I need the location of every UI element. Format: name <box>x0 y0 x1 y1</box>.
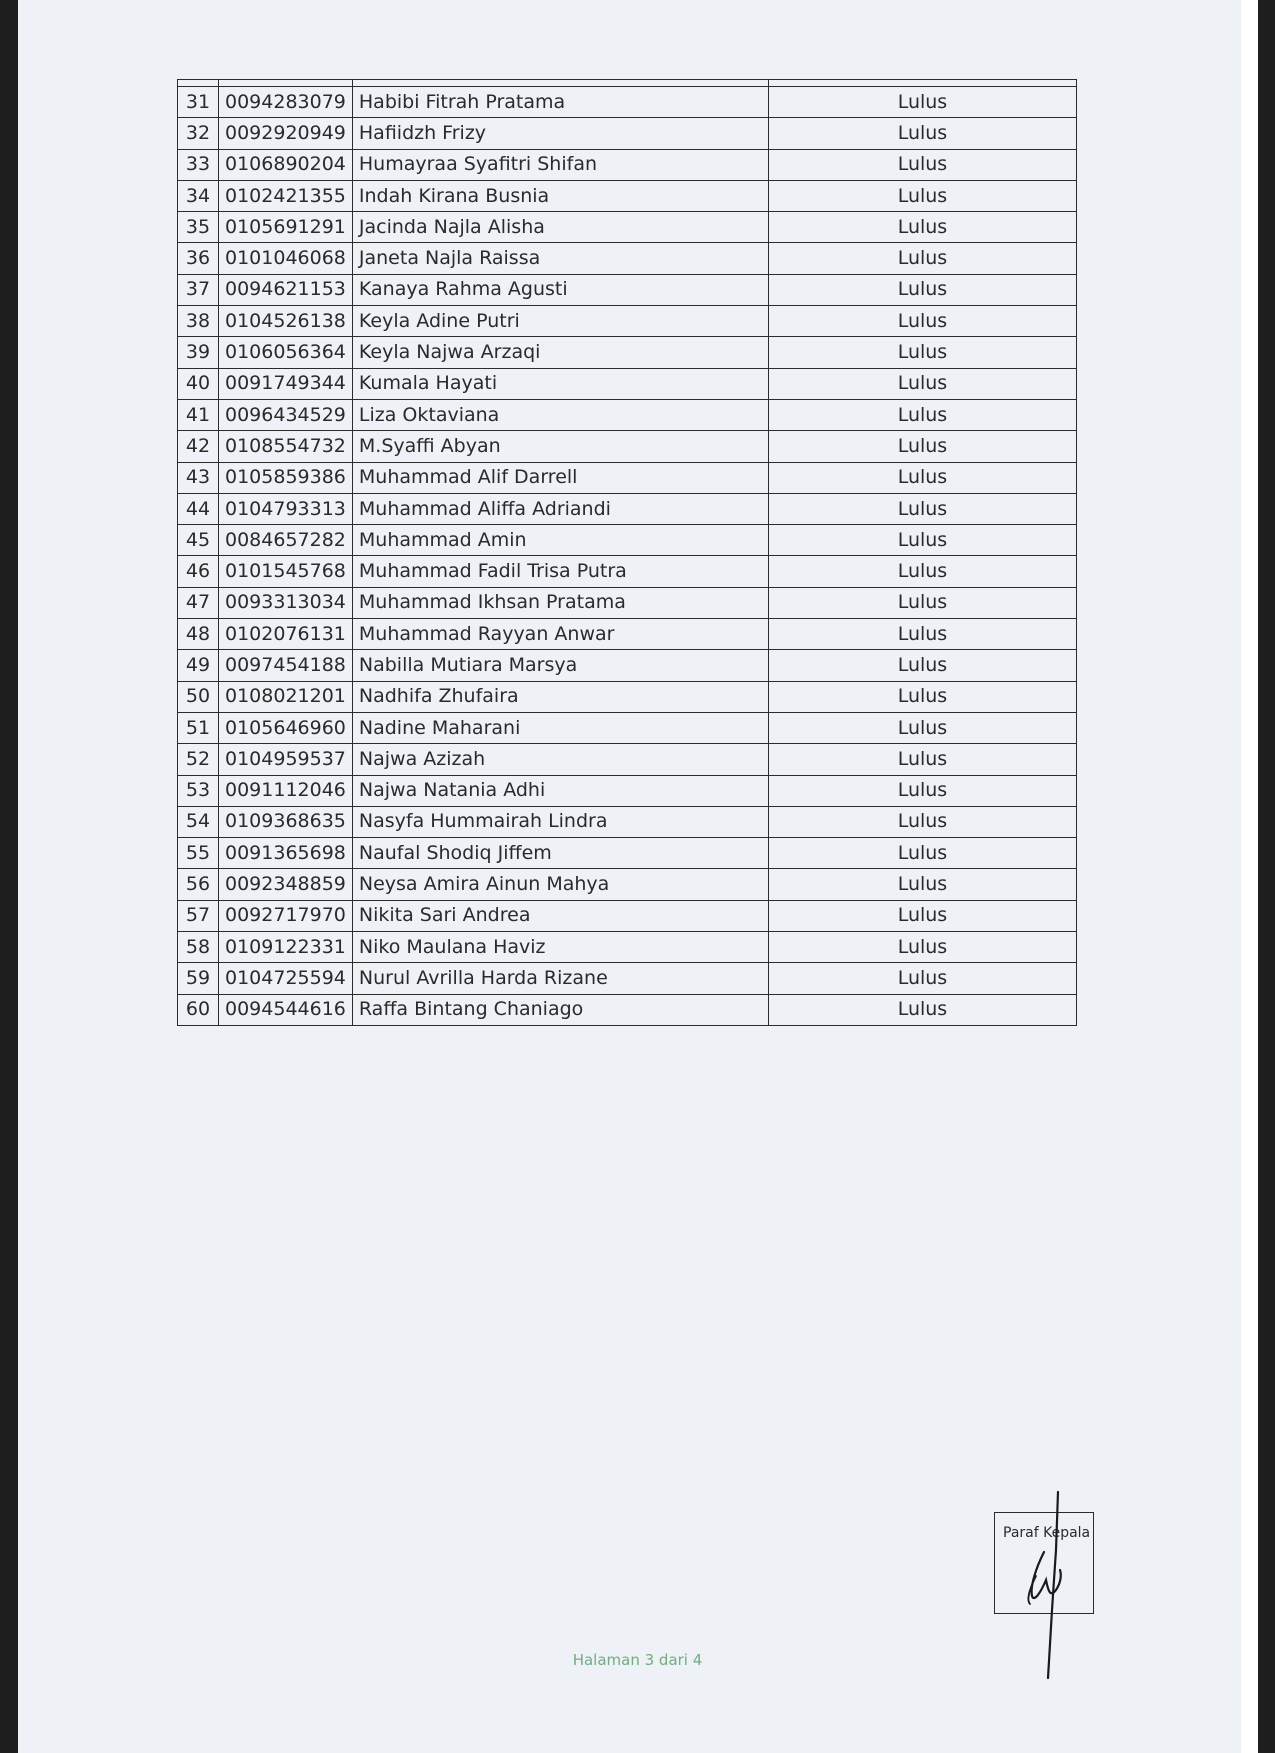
cell-no: 40 <box>178 368 219 399</box>
cell-no: 52 <box>178 744 219 775</box>
cell-name: Keyla Adine Putri <box>352 306 768 337</box>
graduation-results-table <box>177 79 1077 1026</box>
cell-nisn: 0109368635 <box>219 806 353 837</box>
cell-nisn: 0109122331 <box>219 932 353 963</box>
cell-name: Keyla Najwa Arzaqi <box>352 337 768 368</box>
cell-nisn: 0101046068 <box>219 243 353 274</box>
cell-name: Hafiidzh Frizy <box>352 118 768 149</box>
cell-status: Lulus <box>768 149 1076 180</box>
cell-nisn: 0091365698 <box>219 838 353 869</box>
cell-name: Muhammad Fadil Trisa Putra <box>352 556 768 587</box>
table-row <box>178 462 1077 493</box>
cell-nisn: 0092717970 <box>219 900 353 931</box>
cell-status: Lulus <box>768 900 1076 931</box>
cell-no: 51 <box>178 712 219 743</box>
cell-status: Lulus <box>768 118 1076 149</box>
scan-edge <box>1241 0 1258 1753</box>
cell-name: Nabilla Mutiara Marsya <box>352 650 768 681</box>
cell-no: 58 <box>178 932 219 963</box>
cell-status: Lulus <box>768 556 1076 587</box>
cell-status: Lulus <box>768 337 1076 368</box>
cell-name: Najwa Natania Adhi <box>352 775 768 806</box>
cell-name: Nadine Maharani <box>352 712 768 743</box>
cell-no: 35 <box>178 212 219 243</box>
table-row <box>178 838 1077 869</box>
cell-nisn: 0105646960 <box>219 712 353 743</box>
table-row <box>178 900 1077 931</box>
cell-no: 55 <box>178 838 219 869</box>
cell-no: 32 <box>178 118 219 149</box>
table-row <box>178 87 1077 118</box>
cell-name: Niko Maulana Haviz <box>352 932 768 963</box>
cell-name: Liza Oktaviana <box>352 399 768 430</box>
cell-no: 38 <box>178 306 219 337</box>
cell-status: Lulus <box>768 87 1076 118</box>
cell-no: 60 <box>178 994 219 1025</box>
page-number-footer: Halaman 3 dari 4 <box>572 1651 703 1669</box>
cell-nisn: 0084657282 <box>219 525 353 556</box>
table-row <box>178 212 1077 243</box>
table-row <box>178 932 1077 963</box>
cell-nisn: 0102421355 <box>219 180 353 211</box>
table-row <box>178 525 1077 556</box>
cell-nisn: 0101545768 <box>219 556 353 587</box>
cell-no: 39 <box>178 337 219 368</box>
table-row <box>178 274 1077 305</box>
cell-status: Lulus <box>768 838 1076 869</box>
header-cell-nisn <box>219 80 353 87</box>
table-row <box>178 994 1077 1025</box>
cell-no: 42 <box>178 431 219 462</box>
table-row <box>178 869 1077 900</box>
cell-no: 44 <box>178 493 219 524</box>
cell-nisn: 0092920949 <box>219 118 353 149</box>
cell-status: Lulus <box>768 650 1076 681</box>
cell-status: Lulus <box>768 525 1076 556</box>
table-row <box>178 587 1077 618</box>
paraf-kepala-label: Paraf Kepala <box>1003 1525 1091 1541</box>
cell-no: 37 <box>178 274 219 305</box>
cell-nisn: 0092348859 <box>219 869 353 900</box>
cell-no: 50 <box>178 681 219 712</box>
table-row <box>178 399 1077 430</box>
cell-name: Naufal Shodiq Jiffem <box>352 838 768 869</box>
cell-status: Lulus <box>768 587 1076 618</box>
cell-nisn: 0094283079 <box>219 87 353 118</box>
table-row <box>178 337 1077 368</box>
cell-name: M.Syaffi Abyan <box>352 431 768 462</box>
cell-status: Lulus <box>768 932 1076 963</box>
cell-nisn: 0104793313 <box>219 493 353 524</box>
cell-name: Muhammad Rayyan Anwar <box>352 619 768 650</box>
cell-status: Lulus <box>768 869 1076 900</box>
cell-status: Lulus <box>768 306 1076 337</box>
cell-status: Lulus <box>768 775 1076 806</box>
table-row <box>178 180 1077 211</box>
cell-status: Lulus <box>768 994 1076 1025</box>
cell-no: 41 <box>178 399 219 430</box>
cell-nisn: 0104725594 <box>219 963 353 994</box>
table-row <box>178 368 1077 399</box>
cell-name: Habibi Fitrah Pratama <box>352 87 768 118</box>
table-row <box>178 681 1077 712</box>
cell-name: Nadhifa Zhufaira <box>352 681 768 712</box>
cell-name: Neysa Amira Ainun Mahya <box>352 869 768 900</box>
cell-nisn: 0105859386 <box>219 462 353 493</box>
cell-status: Lulus <box>768 963 1076 994</box>
cell-no: 48 <box>178 619 219 650</box>
table-row <box>178 744 1077 775</box>
cell-nisn: 0094621153 <box>219 274 353 305</box>
cell-no: 56 <box>178 869 219 900</box>
cell-no: 57 <box>178 900 219 931</box>
cell-name: Muhammad Amin <box>352 525 768 556</box>
cell-name: Nurul Avrilla Harda Rizane <box>352 963 768 994</box>
table-row <box>178 493 1077 524</box>
table-row <box>178 149 1077 180</box>
header-cell-status <box>768 80 1076 87</box>
cell-nisn: 0104959537 <box>219 744 353 775</box>
cell-no: 33 <box>178 149 219 180</box>
table-row <box>178 650 1077 681</box>
cell-status: Lulus <box>768 681 1076 712</box>
table-row <box>178 431 1077 462</box>
cell-no: 49 <box>178 650 219 681</box>
cell-nisn: 0106890204 <box>219 149 353 180</box>
cell-nisn: 0108021201 <box>219 681 353 712</box>
cell-no: 43 <box>178 462 219 493</box>
cell-no: 53 <box>178 775 219 806</box>
cell-status: Lulus <box>768 806 1076 837</box>
cell-nisn: 0094544616 <box>219 994 353 1025</box>
cell-nisn: 0102076131 <box>219 619 353 650</box>
cell-nisn: 0093313034 <box>219 587 353 618</box>
cell-name: Nikita Sari Andrea <box>352 900 768 931</box>
table-row <box>178 118 1077 149</box>
cell-no: 31 <box>178 87 219 118</box>
cell-name: Muhammad Alif Darrell <box>352 462 768 493</box>
cell-no: 46 <box>178 556 219 587</box>
cell-nisn: 0091749344 <box>219 368 353 399</box>
cell-name: Muhammad Aliffa Adriandi <box>352 493 768 524</box>
cell-name: Kanaya Rahma Agusti <box>352 274 768 305</box>
cell-nisn: 0104526138 <box>219 306 353 337</box>
cell-status: Lulus <box>768 712 1076 743</box>
cell-nisn: 0097454188 <box>219 650 353 681</box>
cell-no: 34 <box>178 180 219 211</box>
cell-status: Lulus <box>768 180 1076 211</box>
table-row <box>178 556 1077 587</box>
header-cell-name <box>352 80 768 87</box>
cell-status: Lulus <box>768 493 1076 524</box>
cell-no: 45 <box>178 525 219 556</box>
cell-name: Raffa Bintang Chaniago <box>352 994 768 1025</box>
cell-status: Lulus <box>768 212 1076 243</box>
cell-name: Najwa Azizah <box>352 744 768 775</box>
table-row <box>178 243 1077 274</box>
cell-name: Nasyfa Hummairah Lindra <box>352 806 768 837</box>
cell-nisn: 0105691291 <box>219 212 353 243</box>
table-row <box>178 775 1077 806</box>
cell-name: Indah Kirana Busnia <box>352 180 768 211</box>
cell-nisn: 0096434529 <box>219 399 353 430</box>
table-row <box>178 712 1077 743</box>
cell-no: 54 <box>178 806 219 837</box>
cell-name: Humayraa Syafitri Shifan <box>352 149 768 180</box>
cell-status: Lulus <box>768 744 1076 775</box>
cell-name: Muhammad Ikhsan Pratama <box>352 587 768 618</box>
table-row <box>178 963 1077 994</box>
cell-no: 59 <box>178 963 219 994</box>
table-row <box>178 619 1077 650</box>
cell-no: 47 <box>178 587 219 618</box>
cell-nisn: 0108554732 <box>219 431 353 462</box>
cell-name: Kumala Hayati <box>352 368 768 399</box>
cell-nisn: 0106056364 <box>219 337 353 368</box>
cell-name: Janeta Najla Raissa <box>352 243 768 274</box>
cell-status: Lulus <box>768 619 1076 650</box>
table-row <box>178 306 1077 337</box>
cell-status: Lulus <box>768 274 1076 305</box>
header-cell-no <box>178 80 219 87</box>
cell-status: Lulus <box>768 243 1076 274</box>
cell-status: Lulus <box>768 462 1076 493</box>
cell-status: Lulus <box>768 368 1076 399</box>
cell-nisn: 0091112046 <box>219 775 353 806</box>
table-header-strip <box>178 80 1077 87</box>
results-table-body <box>178 80 1077 1026</box>
cell-status: Lulus <box>768 399 1076 430</box>
cell-no: 36 <box>178 243 219 274</box>
cell-name: Jacinda Najla Alisha <box>352 212 768 243</box>
cell-status: Lulus <box>768 431 1076 462</box>
table-row <box>178 806 1077 837</box>
